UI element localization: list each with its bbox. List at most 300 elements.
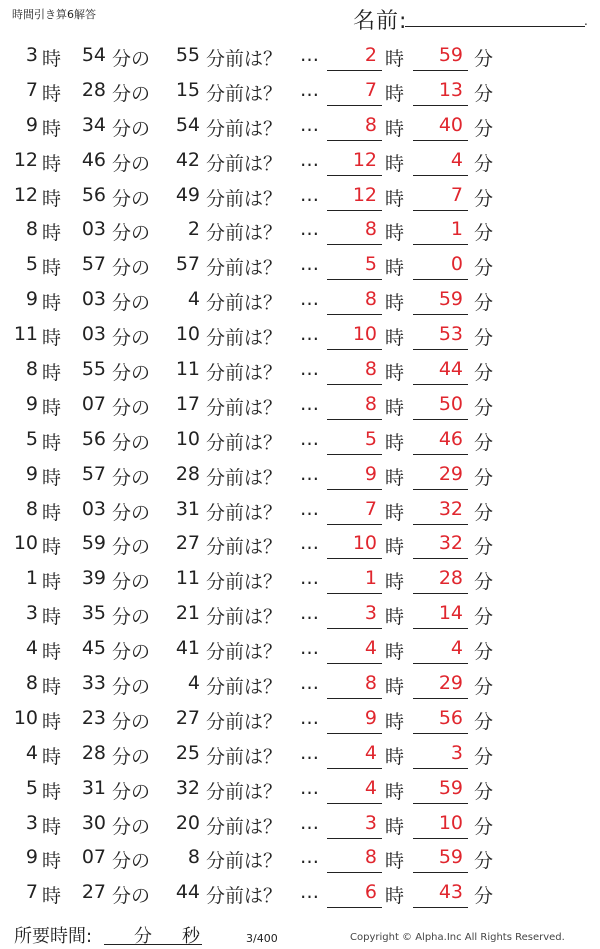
answer-minute-unit: 分 <box>474 292 494 315</box>
answer-hour: 3 <box>364 811 377 834</box>
problem-hour: 9 <box>25 846 38 869</box>
ellipsis: … <box>300 113 319 136</box>
before-question: 分前は？ <box>206 396 283 419</box>
problem-row <box>0 389 600 424</box>
answer-minute-blank[interactable] <box>413 419 468 420</box>
problem-minute: 56 <box>81 427 106 450</box>
hour-unit: 時 <box>42 48 62 70</box>
problem-hour: 9 <box>25 288 38 311</box>
ellipsis: … <box>300 392 319 415</box>
before-question: 分前は？ <box>206 745 283 768</box>
answer-minute-blank[interactable] <box>413 593 468 594</box>
answer-hour-blank[interactable] <box>327 70 382 71</box>
subtract-minutes: 8 <box>187 846 200 869</box>
copyright-notice: Copyright © Alpha.Inc All Rights Reserved. <box>350 932 565 943</box>
before-question: 分前は？ <box>206 82 283 105</box>
answer-minute: 28 <box>438 567 463 590</box>
problem-minute: 23 <box>81 706 106 729</box>
answer-minute: 59 <box>438 776 463 799</box>
ellipsis: … <box>300 427 319 450</box>
problem-minute: 03 <box>81 497 106 520</box>
answer-minute: 53 <box>438 323 463 346</box>
problem-minute: 30 <box>81 811 106 834</box>
minute-of-unit: 分の <box>112 48 151 70</box>
ellipsis: … <box>300 358 319 381</box>
answer-minute: 50 <box>438 392 463 415</box>
before-question: 分前は？ <box>206 710 283 733</box>
ellipsis: … <box>300 253 319 276</box>
answer-minute: 32 <box>438 532 463 555</box>
problem-row <box>0 598 600 633</box>
answer-minute: 4 <box>450 637 463 660</box>
answer-hour: 5 <box>364 427 377 450</box>
ellipsis: … <box>300 532 319 555</box>
answer-hour-blank[interactable] <box>327 105 382 106</box>
answer-hour-unit: 時 <box>385 187 405 210</box>
minute-of-unit: 分の <box>112 257 151 280</box>
problem-row <box>0 633 600 668</box>
answer-minute-blank[interactable] <box>413 838 468 839</box>
problem-minute: 33 <box>81 672 106 695</box>
hour-unit: 時 <box>42 466 62 489</box>
subtract-minutes: 2 <box>187 218 200 241</box>
problem-hour: 7 <box>25 78 38 101</box>
answer-hour-blank[interactable] <box>327 454 382 455</box>
hour-unit: 時 <box>42 745 62 768</box>
answer-hour-unit: 時 <box>385 222 405 245</box>
answer-hour-unit: 時 <box>385 396 405 419</box>
before-question: 分前は？ <box>206 606 283 629</box>
answer-hour-blank[interactable] <box>327 349 382 350</box>
answer-minute-unit: 分 <box>474 396 494 419</box>
hour-unit: 時 <box>42 710 62 733</box>
answer-hour-blank[interactable] <box>327 733 382 734</box>
answer-hour-unit: 時 <box>385 152 405 175</box>
name-trailing-dot: . <box>584 14 588 28</box>
answer-minute-unit: 分 <box>474 257 494 280</box>
minute-of-unit: 分の <box>112 815 151 838</box>
problem-hour: 8 <box>25 497 38 520</box>
answer-minute: 59 <box>438 44 463 66</box>
problem-row <box>0 284 600 319</box>
answer-hour-unit: 時 <box>385 362 405 385</box>
answer-hour: 4 <box>364 741 377 764</box>
ellipsis: … <box>300 218 319 241</box>
answer-hour: 8 <box>364 218 377 241</box>
subtract-minutes: 27 <box>175 706 200 729</box>
answer-hour-blank[interactable] <box>327 210 382 211</box>
answer-minute-blank[interactable] <box>413 454 468 455</box>
answer-hour-blank[interactable] <box>327 698 382 699</box>
problem-row <box>0 528 600 563</box>
answer-minute-blank[interactable] <box>413 628 468 629</box>
ellipsis: … <box>300 846 319 869</box>
answer-hour: 9 <box>364 462 377 485</box>
answer-hour-blank[interactable] <box>327 803 382 804</box>
hour-unit: 時 <box>42 362 62 385</box>
hour-unit: 時 <box>42 885 62 908</box>
problem-minute: 46 <box>81 148 106 171</box>
minute-of-unit: 分の <box>112 362 151 385</box>
answer-minute: 29 <box>438 462 463 485</box>
problem-hour: 9 <box>25 392 38 415</box>
answer-hour: 7 <box>364 497 377 520</box>
hour-unit: 時 <box>42 257 62 280</box>
answer-minute-blank[interactable] <box>413 384 468 385</box>
answer-hour-blank[interactable] <box>327 419 382 420</box>
minute-of-unit: 分の <box>112 676 151 699</box>
answer-minute: 10 <box>438 811 463 834</box>
before-question: 分前は？ <box>206 431 283 454</box>
problem-hour: 12 <box>13 183 38 206</box>
problem-minute: 27 <box>81 881 106 904</box>
answer-minute-blank[interactable] <box>413 558 468 559</box>
problem-row <box>0 563 600 598</box>
answer-minute-blank[interactable] <box>413 349 468 350</box>
before-question: 分前は？ <box>206 676 283 699</box>
before-question: 分前は？ <box>206 257 283 280</box>
problem-hour: 5 <box>25 253 38 276</box>
answer-minute-unit: 分 <box>474 536 494 559</box>
answer-hour-blank[interactable] <box>327 628 382 629</box>
hour-unit: 時 <box>42 536 62 559</box>
answer-hour: 12 <box>352 183 377 206</box>
minute-of-unit: 分の <box>112 710 151 733</box>
answer-hour-unit: 時 <box>385 117 405 140</box>
answer-minute: 59 <box>438 288 463 311</box>
answer-minute-unit: 分 <box>474 82 494 105</box>
problem-row <box>0 214 600 249</box>
answer-minute-blank[interactable] <box>413 733 468 734</box>
answer-hour: 3 <box>364 602 377 625</box>
subtract-minutes: 4 <box>187 288 200 311</box>
before-question: 分前は？ <box>206 152 283 175</box>
hour-unit: 時 <box>42 152 62 175</box>
answer-minute-unit: 分 <box>474 850 494 873</box>
answer-minute-unit: 分 <box>474 362 494 385</box>
name-label: 名前: <box>353 9 408 34</box>
minute-of-unit: 分の <box>112 850 151 873</box>
answer-minute-unit: 分 <box>474 327 494 350</box>
subtract-minutes: 49 <box>175 183 200 206</box>
answer-minute-blank[interactable] <box>413 210 468 211</box>
answer-minute-blank[interactable] <box>413 489 468 490</box>
ellipsis: … <box>300 881 319 904</box>
minute-of-unit: 分の <box>112 606 151 629</box>
answer-hour-unit: 時 <box>385 327 405 350</box>
subtract-minutes: 25 <box>175 741 200 764</box>
ellipsis: … <box>300 811 319 834</box>
answer-minute-blank[interactable] <box>413 524 468 525</box>
answer-minute: 14 <box>438 602 463 625</box>
ellipsis: … <box>300 741 319 764</box>
subtract-minutes: 32 <box>175 776 200 799</box>
problem-hour: 1 <box>25 567 38 590</box>
minute-of-unit: 分の <box>112 571 151 594</box>
before-question: 分前は？ <box>206 501 283 524</box>
answer-minute: 4 <box>450 148 463 171</box>
answer-minute: 46 <box>438 427 463 450</box>
problem-row <box>0 180 600 215</box>
ellipsis: … <box>300 288 319 311</box>
before-question: 分前は？ <box>206 571 283 594</box>
answer-minute-blank[interactable] <box>413 314 468 315</box>
hour-unit: 時 <box>42 82 62 105</box>
answer-minute-unit: 分 <box>474 710 494 733</box>
problem-hour: 3 <box>25 602 38 625</box>
hour-unit: 時 <box>42 117 62 140</box>
ellipsis: … <box>300 462 319 485</box>
problem-minute: 28 <box>81 741 106 764</box>
problem-minute: 31 <box>81 776 106 799</box>
problem-hour: 3 <box>25 44 38 66</box>
answer-hour-unit: 時 <box>385 48 405 70</box>
hour-unit: 時 <box>42 187 62 210</box>
answer-hour-unit: 時 <box>385 885 405 908</box>
answer-hour-unit: 時 <box>385 82 405 105</box>
answer-minute: 13 <box>438 78 463 101</box>
subtract-minutes: 20 <box>175 811 200 834</box>
answer-hour-blank[interactable] <box>327 244 382 245</box>
answer-hour: 8 <box>364 672 377 695</box>
answer-minute-blank[interactable] <box>413 140 468 141</box>
minute-of-unit: 分の <box>112 501 151 524</box>
minute-of-unit: 分の <box>112 152 151 175</box>
answer-hour-unit: 時 <box>385 780 405 803</box>
hour-unit: 時 <box>42 501 62 524</box>
answer-minute-unit: 分 <box>474 606 494 629</box>
answer-hour-blank[interactable] <box>327 489 382 490</box>
subtract-minutes: 4 <box>187 672 200 695</box>
problem-minute: 07 <box>81 846 106 869</box>
problem-minute: 56 <box>81 183 106 206</box>
answer-hour: 5 <box>364 253 377 276</box>
ellipsis: … <box>300 776 319 799</box>
hour-unit: 時 <box>42 676 62 699</box>
worksheet-title: 時間引き算6解答 <box>12 8 96 21</box>
answer-hour-blank[interactable] <box>327 663 382 664</box>
answer-minute: 44 <box>438 358 463 381</box>
answer-hour-blank[interactable] <box>327 175 382 176</box>
minute-of-unit: 分の <box>112 745 151 768</box>
problem-minute: 34 <box>81 113 106 136</box>
before-question: 分前は？ <box>206 466 283 489</box>
problem-hour: 5 <box>25 427 38 450</box>
problem-row <box>0 249 600 284</box>
answer-hour: 10 <box>352 323 377 346</box>
subtract-minutes: 42 <box>175 148 200 171</box>
answer-hour-blank[interactable] <box>327 384 382 385</box>
answer-minute-blank[interactable] <box>413 907 468 908</box>
answer-hour-blank[interactable] <box>327 593 382 594</box>
problem-hour: 8 <box>25 672 38 695</box>
answer-hour: 8 <box>364 392 377 415</box>
answer-hour-unit: 時 <box>385 606 405 629</box>
minute-of-unit: 分の <box>112 466 151 489</box>
problem-hour: 9 <box>25 113 38 136</box>
answer-hour: 2 <box>364 44 377 66</box>
before-question: 分前は？ <box>206 536 283 559</box>
hour-unit: 時 <box>42 222 62 245</box>
before-question: 分前は？ <box>206 780 283 803</box>
problem-minute: 59 <box>81 532 106 555</box>
answer-hour-unit: 時 <box>385 431 405 454</box>
problem-hour: 8 <box>25 358 38 381</box>
problem-minute: 35 <box>81 602 106 625</box>
answer-hour: 4 <box>364 637 377 660</box>
answer-hour-blank[interactable] <box>327 524 382 525</box>
problem-row <box>0 319 600 354</box>
answer-hour: 8 <box>364 113 377 136</box>
answer-minute-unit: 分 <box>474 187 494 210</box>
answer-hour-unit: 時 <box>385 641 405 664</box>
before-question: 分前は？ <box>206 117 283 140</box>
name-field-line[interactable] <box>405 26 585 27</box>
problem-hour: 4 <box>25 637 38 660</box>
page-number: 3/400 <box>246 932 278 945</box>
hour-unit: 時 <box>42 780 62 803</box>
answer-hour-unit: 時 <box>385 710 405 733</box>
problem-minute: 57 <box>81 462 106 485</box>
problem-hour: 10 <box>13 532 38 555</box>
ellipsis: … <box>300 44 319 66</box>
hour-unit: 時 <box>42 396 62 419</box>
answer-minute-blank[interactable] <box>413 105 468 106</box>
answer-minute-blank[interactable] <box>413 70 468 71</box>
answer-hour-blank[interactable] <box>327 907 382 908</box>
before-question: 分前は？ <box>206 48 283 70</box>
before-question: 分前は？ <box>206 885 283 908</box>
before-question: 分前は？ <box>206 222 283 245</box>
answer-hour-unit: 時 <box>385 536 405 559</box>
answer-minute-unit: 分 <box>474 48 494 70</box>
answer-minute-blank[interactable] <box>413 872 468 873</box>
problem-minute: 55 <box>81 358 106 381</box>
answer-minute-blank[interactable] <box>413 279 468 280</box>
answer-minute: 29 <box>438 672 463 695</box>
ellipsis: … <box>300 637 319 660</box>
problem-hour: 10 <box>13 706 38 729</box>
answer-minute-unit: 分 <box>474 222 494 245</box>
problem-hour: 11 <box>13 323 38 346</box>
answer-minute-unit: 分 <box>474 501 494 524</box>
required-time-label: 所要時間: <box>14 926 93 947</box>
minute-of-unit: 分の <box>112 327 151 350</box>
minute-of-unit: 分の <box>112 536 151 559</box>
problem-hour: 4 <box>25 741 38 764</box>
answer-hour: 10 <box>352 532 377 555</box>
answer-minute: 1 <box>450 218 463 241</box>
problem-hour: 12 <box>13 148 38 171</box>
problem-row <box>0 459 600 494</box>
subtract-minutes: 57 <box>175 253 200 276</box>
answer-minute-unit: 分 <box>474 117 494 140</box>
minute-of-unit: 分の <box>112 222 151 245</box>
ellipsis: … <box>300 323 319 346</box>
ellipsis: … <box>300 78 319 101</box>
required-time-min-unit: 分 <box>134 926 152 947</box>
answer-minute-unit: 分 <box>474 466 494 489</box>
answer-minute-unit: 分 <box>474 745 494 768</box>
before-question: 分前は？ <box>206 327 283 350</box>
subtract-minutes: 27 <box>175 532 200 555</box>
answer-minute: 56 <box>438 706 463 729</box>
hour-unit: 時 <box>42 431 62 454</box>
answer-hour-blank[interactable] <box>327 279 382 280</box>
answer-hour-unit: 時 <box>385 257 405 280</box>
answer-hour-blank[interactable] <box>327 558 382 559</box>
problem-row <box>0 40 600 75</box>
problem-row <box>0 808 600 843</box>
minute-of-unit: 分の <box>112 780 151 803</box>
answer-minute-blank[interactable] <box>413 175 468 176</box>
subtract-minutes: 28 <box>175 462 200 485</box>
answer-minute: 43 <box>438 881 463 904</box>
problem-row <box>0 424 600 459</box>
answer-minute-blank[interactable] <box>413 768 468 769</box>
problem-minute: 07 <box>81 392 106 415</box>
answer-hour-blank[interactable] <box>327 140 382 141</box>
minute-of-unit: 分の <box>112 885 151 908</box>
minute-of-unit: 分の <box>112 117 151 140</box>
answer-hour-unit: 時 <box>385 745 405 768</box>
answer-hour-unit: 時 <box>385 501 405 524</box>
answer-minute-blank[interactable] <box>413 698 468 699</box>
problem-minute: 03 <box>81 218 106 241</box>
answer-hour-unit: 時 <box>385 466 405 489</box>
answer-hour-blank[interactable] <box>327 768 382 769</box>
hour-unit: 時 <box>42 850 62 873</box>
before-question: 分前は？ <box>206 641 283 664</box>
answer-minute-blank[interactable] <box>413 663 468 664</box>
before-question: 分前は？ <box>206 187 283 210</box>
answer-minute-unit: 分 <box>474 815 494 838</box>
answer-minute-blank[interactable] <box>413 803 468 804</box>
answer-minute-blank[interactable] <box>413 244 468 245</box>
answer-minute: 0 <box>450 253 463 276</box>
answer-hour: 8 <box>364 358 377 381</box>
answer-minute-unit: 分 <box>474 676 494 699</box>
problem-minute: 45 <box>81 637 106 660</box>
answer-minute: 3 <box>450 741 463 764</box>
problem-hour: 7 <box>25 881 38 904</box>
answer-minute-unit: 分 <box>474 780 494 803</box>
subtract-minutes: 10 <box>175 323 200 346</box>
answer-hour-unit: 時 <box>385 571 405 594</box>
answer-minute: 32 <box>438 497 463 520</box>
hour-unit: 時 <box>42 327 62 350</box>
subtract-minutes: 15 <box>175 78 200 101</box>
answer-hour-unit: 時 <box>385 292 405 315</box>
answer-hour: 1 <box>364 567 377 590</box>
answer-hour: 7 <box>364 78 377 101</box>
problem-hour: 5 <box>25 776 38 799</box>
problem-minute: 03 <box>81 323 106 346</box>
hour-unit: 時 <box>42 292 62 315</box>
minute-of-unit: 分の <box>112 292 151 315</box>
problem-minute: 28 <box>81 78 106 101</box>
answer-hour-blank[interactable] <box>327 872 382 873</box>
problem-minute: 54 <box>81 44 106 66</box>
minute-of-unit: 分の <box>112 396 151 419</box>
answer-hour-unit: 時 <box>385 676 405 699</box>
problem-row <box>0 703 600 738</box>
answer-hour: 9 <box>364 706 377 729</box>
problem-row <box>0 668 600 703</box>
answer-hour-blank[interactable] <box>327 838 382 839</box>
answer-hour-blank[interactable] <box>327 314 382 315</box>
footer <box>0 918 600 948</box>
